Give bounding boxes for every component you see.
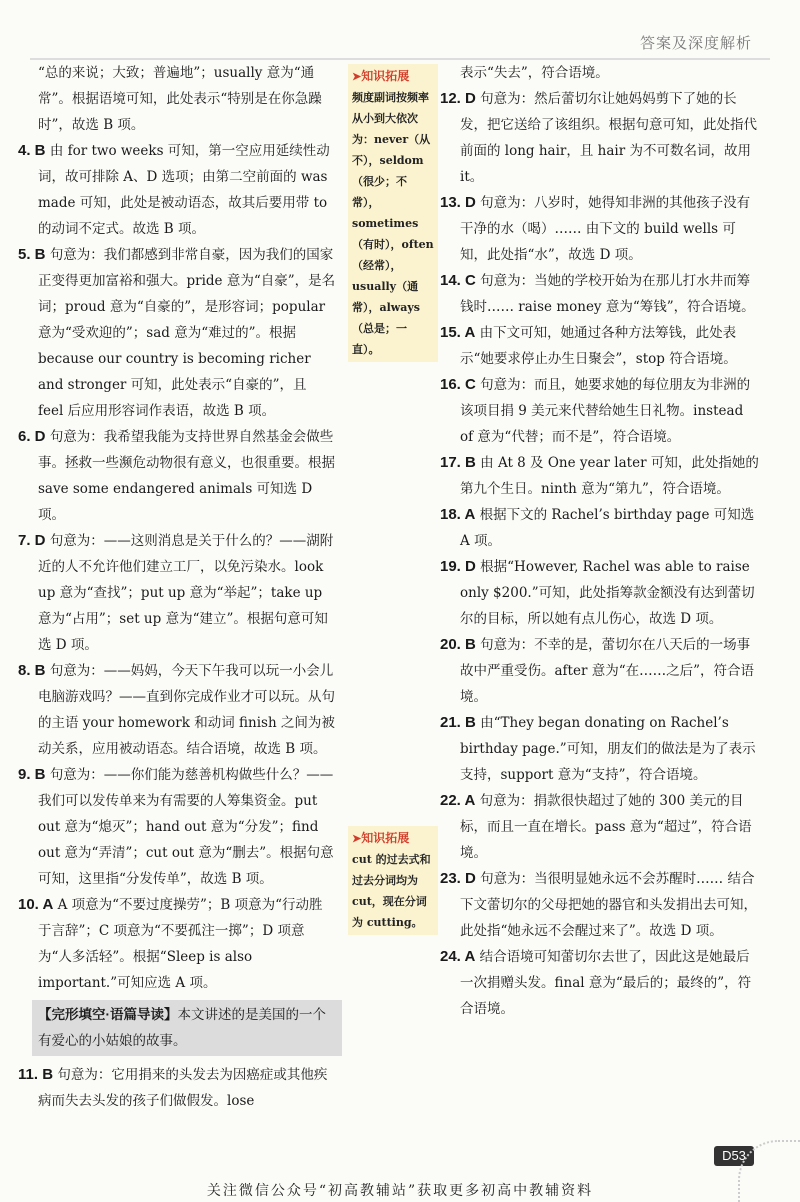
answer-entry: [440, 788, 760, 866]
answer-entry: [440, 320, 760, 372]
left-column: [18, 60, 336, 1114]
answer-entry: [18, 658, 336, 762]
answer-number: 13. D: [440, 194, 476, 211]
answer-entry: [440, 372, 760, 450]
knowledge-note-text: cut 的过去式和过去分词均为 cut，现在分词为 cutting。: [352, 853, 431, 929]
answer-entry: [440, 710, 760, 788]
answer-number: 20. B: [440, 636, 476, 653]
footer-watermark: 关注微信公众号“初高教辅站”获取更多初高中教辅资料: [206, 1183, 594, 1199]
answer-text: 表示“失去”，符合语境。: [460, 65, 609, 81]
page-number-badge: D53: [714, 1146, 754, 1166]
answer-number: 16. C: [440, 376, 476, 393]
knowledge-note: [348, 64, 438, 362]
arrow-icon: ➤: [352, 832, 362, 845]
reading-guide-text: 本文讲述的是美国的一个有爱心的小姑娘的故事。: [38, 1007, 326, 1049]
answer-entry: [18, 1062, 336, 1114]
answer-entry: [18, 762, 336, 892]
answer-text: 句意为：而且，她要求她的每位朋友为非洲的该项目捐 9 美元来代替给她生日礼物。instead of 意为“代替；而不是”，符合语境。: [460, 377, 751, 445]
knowledge-note-text: 频度副词按频率从小到大依次为：never（从不），seldom（很少；不常），sometimes（有时），often（经常），usually（通常），always（总是；一直）。: [352, 91, 434, 356]
answer-entry: [38, 60, 336, 138]
answer-number: 10. A: [18, 896, 54, 913]
answer-number: 15. A: [440, 324, 476, 341]
answer-entry: [440, 554, 760, 632]
reading-guide-label: 【完形填空·语篇导读】: [38, 1007, 178, 1022]
answer-entry: [440, 866, 760, 944]
answer-number: 14. C: [440, 272, 476, 289]
answer-entry: [440, 944, 760, 1022]
page-header-title: 答案及深度解析: [639, 34, 752, 52]
answer-number: 7. D: [18, 532, 46, 549]
answer-text: A 项意为“不要过度操劳”；B 项意为“行动胜于言辞”；C 项意为“不要孤注一掷”；D 项意为“人多活轻”。根据“Sleep is also important.”可知应选 A 项。: [38, 897, 323, 991]
answer-text: 句意为：当她的学校开始为在那儿打水井而筹钱时…… raise money 意为“筹钱”，符合语境。: [460, 273, 755, 315]
answer-number: 11. B: [18, 1066, 54, 1083]
answer-text: 句意为：——这则消息是关于什么的？——湖附近的人不允许他们建立工厂，以免污染水。look up 意为“查找”；put up 意为“举起”；take up 意为“占用”；set up 意为“建立”。根据句意可知选 D 项。: [38, 533, 334, 653]
answer-entry: [18, 424, 336, 528]
answer-entry: [440, 502, 760, 554]
answer-text: 句意为：不幸的是，蕾切尔在八天后的一场事故中严重受伤。after 意为“在……之后”，符合语境。: [460, 637, 755, 705]
answer-number: 22. A: [440, 792, 476, 809]
answer-number: 19. D: [440, 558, 476, 575]
answer-number: 6. D: [18, 428, 46, 445]
knowledge-note-title: 知识拓展: [361, 831, 410, 845]
answer-entry: [18, 242, 336, 424]
answer-entry: [440, 450, 760, 502]
answer-text: “总的来说；大致；普遍地”；usually 意为“通常”。根据语境可知，此处表示“特别是在你急躁时”，故选 B 项。: [38, 65, 322, 133]
answer-number: 18. A: [440, 506, 476, 523]
answer-text: 由“They began donating on Rachel’s birthday page.”可知，朋友们的做法是为了表示支持，support 意为“支持”，符合语境。: [460, 715, 756, 783]
answer-text: 由 At 8 及 One year later 可知，此处指她的第九个生日。ninth 意为“第九”，符合语境。: [460, 455, 759, 497]
answer-text: 句意为：然后蕾切尔让她妈妈剪下了她的长发，把它送给了该组织。根据句意可知，此处指代前面的 long hair，且 hair 为不可数名词，故用 it。: [460, 91, 757, 185]
answer-number: 9. B: [18, 766, 46, 783]
answer-text: 句意为：当很明显她永远不会苏醒时…… 结合下文蕾切尔的父母把她的器官和头发捐出去可知，此处指“她永远不会醒过来了”。故选 D 项。: [460, 871, 757, 939]
answer-text: 句意为：它用捐来的头发去为因癌症或其他疾病而失去头发的孩子们做假发。lose: [38, 1067, 328, 1109]
answer-text: 句意为：我希望我能为支持世界自然基金会做些事。拯救一些濒危动物很有意义，也很重要。根据 save some endangered animals 可知选 D 项。: [38, 429, 335, 523]
answer-text: 结合语境可知蕾切尔去世了，因此这是她最后一次捐赠头发。final 意为“最后的；最终的”，符合语境。: [460, 949, 752, 1017]
answer-text: 根据下文的 Rachel’s birthday page 可知选 A 项。: [460, 507, 755, 549]
answer-number: 23. D: [440, 870, 476, 887]
answer-number: 4. B: [18, 142, 46, 159]
knowledge-note-title: 知识拓展: [361, 69, 410, 83]
answer-text: 句意为：——你们能为慈善机构做些什么？——我们可以发传单来为有需要的人筹集资金。put out 意为“熄灭”；hand out 意为“分发”；find out 意为“弄清”；cut out 意为“删去”。根据句意可知，这里指“分发传单”，故选 B 项。: [38, 767, 334, 887]
answer-number: 12. D: [440, 90, 476, 107]
answer-number: 21. B: [440, 714, 476, 731]
answer-entry: [18, 138, 336, 242]
answer-entry: [440, 268, 760, 320]
answer-text: 句意为：捐款很快超过了她的 300 美元的目标，而且一直在增长。pass 意为“超过”，符合语境。: [460, 793, 752, 861]
answer-number: 24. A: [440, 948, 476, 965]
answer-number: 17. B: [440, 454, 476, 471]
answer-text: 句意为：八岁时，她得知非洲的其他孩子没有干净的水（喝）…… 由下文的 build wells 可知，此处指“水”，故选 D 项。: [460, 195, 751, 263]
answer-text: 由 for two weeks 可知，第一空应用延续性动词，故可排除 A、D 选项；由第二空前面的 was made 可知，此处是被动语态，故其后要用带 to 的动词不定式。故选 B 项。: [38, 143, 330, 237]
answer-entry: [18, 892, 336, 996]
answer-entry: [440, 632, 760, 710]
reading-guide-banner: [32, 1000, 342, 1056]
knowledge-note: [348, 826, 438, 935]
answer-entry: [440, 190, 760, 268]
right-column: [440, 60, 760, 1022]
answer-number: 8. B: [18, 662, 46, 679]
answer-entry: [440, 86, 760, 190]
answer-number: 5. B: [18, 246, 46, 263]
answer-text: 句意为：——妈妈，今天下午我可以玩一小会儿电脑游戏吗？——直到你完成作业才可以玩。从句的主语 your homework 和动词 finish 之间为被动关系，应用被动语态。结合语境，故选 B 项。: [38, 663, 335, 757]
answer-text: 句意为：我们都感到非常自豪，因为我们的国家正变得更加富裕和强大。pride 意为“自豪”，是名词；proud 意为“自豪的”，是形容词；popular 意为“受欢迎的”；sad 意为“难过的”。根据 because our country is becoming richer and stronger 可知，此处表示“自豪的”，且 feel 后应用形容词作表语，故选 B 项。: [38, 247, 336, 419]
answer-text: 根据“However, Rachel was able to raise only $200.”可知，此处指筹款金额没有达到蕾切尔的目标，所以她有点儿伤心，故选 D 项。: [460, 559, 755, 627]
answer-text: 由下文可知，她通过各种方法筹钱，此处表示“她要求停止办生日聚会”，stop 符合语境。: [460, 325, 737, 367]
answer-entry: [18, 528, 336, 658]
arrow-icon: ➤: [352, 70, 362, 83]
answer-entry: [460, 60, 760, 86]
